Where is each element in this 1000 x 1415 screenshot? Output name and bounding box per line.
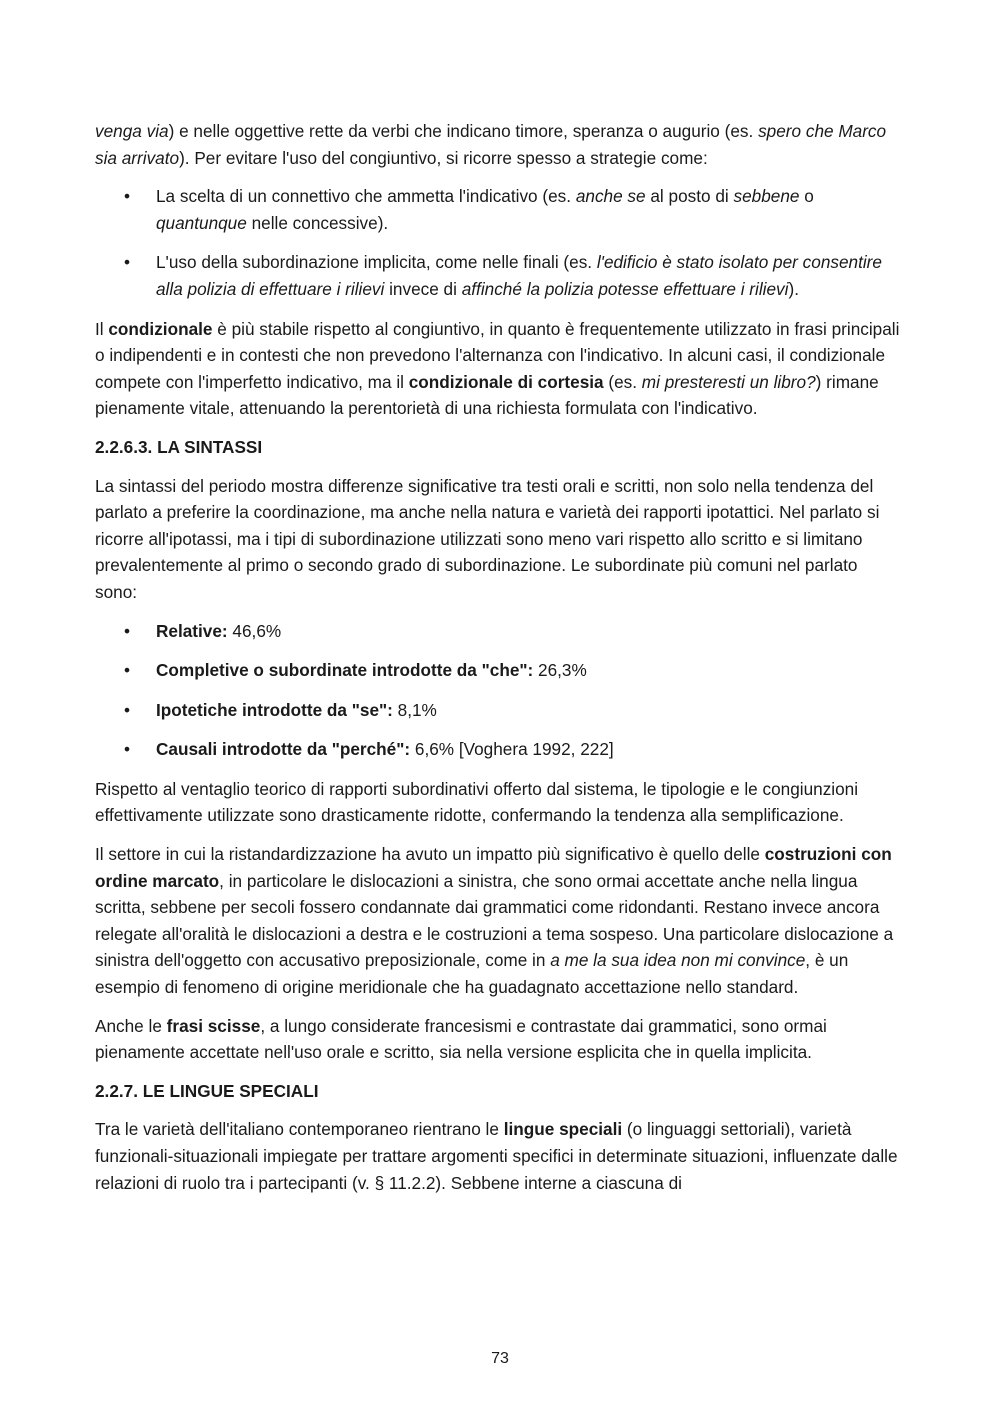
- paragraph-condizionale: Il condizionale è più stabile rispetto al congiuntivo, in quanto è frequentemente utilizzato in frasi principali o indipendenti e in contesti che non prevedono l'alternanza con l'indicativo. In alcuni casi, il condizionale compete con l'imperfetto indicativo, ma il condizionale di cortesia (es. mi presteresti un libro?) rimane pienamente vitale, attenuando la perentorietà di una richiesta formulata con l'indicativo.: [95, 318, 900, 419]
- list-item: • La scelta di un connettivo che ammetta l'indicativo (es. anche se al posto di sebbene o quantunque nelle concessive).: [95, 183, 902, 236]
- list-item: • Relative: 46,6%: [95, 618, 902, 645]
- list-item: • Ipotetiche introdotte da "se": 8,1%: [95, 697, 902, 724]
- list-item: • L'uso della subordinazione implicita, come nelle finali (es. l'edificio è stato isolato per consentire alla polizia di effettuare i rilievi invece di affinché la polizia potesse effettuare i rilievi).: [95, 249, 902, 302]
- list-item: • Completive o subordinate introdotte da "che": 26,3%: [95, 657, 902, 684]
- section-heading-lingue-speciali: 2.2.7. LE LINGUE SPECIALI: [95, 1080, 319, 1101]
- paragraph-ordine-marcato: Il settore in cui la ristandardizzazione ha avuto un impatto più significativo è quello delle costruzioni con ordine marcato, in particolare le dislocazioni a sinistra, che sono ormai accettate anche nella lingua scritta, sebbene per secoli fossero condannate dai grammatici come ridondanti. Restano invece ancora relegate all'oralità le dislocazioni a destra e le costruzioni a tema sospeso. Una particolare dislocazione a sinistra dell'oggetto con accusativo preposizionale, come in a me la sua idea non mi convince, è un esempio di fenomeno di origine meridionale che ha guadagnato accettazione nello standard.: [95, 844, 894, 998]
- page-number: 73: [491, 1350, 509, 1367]
- paragraph-congiuntivo-strategie: venga via) e nelle oggettive rette da verbi che indicano timore, speranza o augurio (es. spero che Marco sia arrivato). Per evitare l'uso del congiuntivo, si ricorre spesso a strategie come:: [95, 121, 887, 168]
- subordinate-list: [95, 618, 902, 763]
- paragraph-frasi-scisse: Anche le frasi scisse, a lungo considerate francesismi e contrastate dai grammatici, sono ormai pienamente accettate nell'uso orale e scritto, sia nella versione esplicita che in quella implicita.: [95, 1015, 827, 1063]
- paragraph-lingue-speciali: Tra le varietà dell'italiano contemporaneo rientrano le lingue speciali (o linguaggi settoriali), varietà funzionali-situazionali impiegate per trattare argomenti specifici in determinate situazioni, influenzate dalle relazioni di ruolo tra i partecipanti (v. § 11.2.2). Sebbene interne a ciascuna di: [95, 1119, 898, 1193]
- section-heading-sintassi: 2.2.6.3. LA SINTASSI: [95, 436, 263, 457]
- list-item: • Causali introdotte da "perché": 6,6% [Voghera 1992, 222]: [95, 736, 902, 763]
- paragraph-semplificazione: Rispetto al ventaglio teorico di rapporti subordinativi offerto dal sistema, le tipologie e le congiunzioni effettivamente utilizzate sono drasticamente ridotte, confermando la tendenza alla semplificazione.: [95, 778, 859, 826]
- strategie-list: [95, 183, 902, 302]
- paragraph-sintassi: La sintassi del periodo mostra differenze significative tra testi orali e scritti, non solo nella tendenza del parlato a preferire la coordinazione, ma anche nella natura e varietà dei rapporti ipotattici. Nel parlato si ricorre all'ipotassi, ma i tipi di subordinazione utilizzati sono meno vari rispetto allo scritto e si limitano prevalentemente al primo o secondo grado di subordinazione. Le subordinate più comuni nel parlato sono:: [95, 475, 880, 602]
